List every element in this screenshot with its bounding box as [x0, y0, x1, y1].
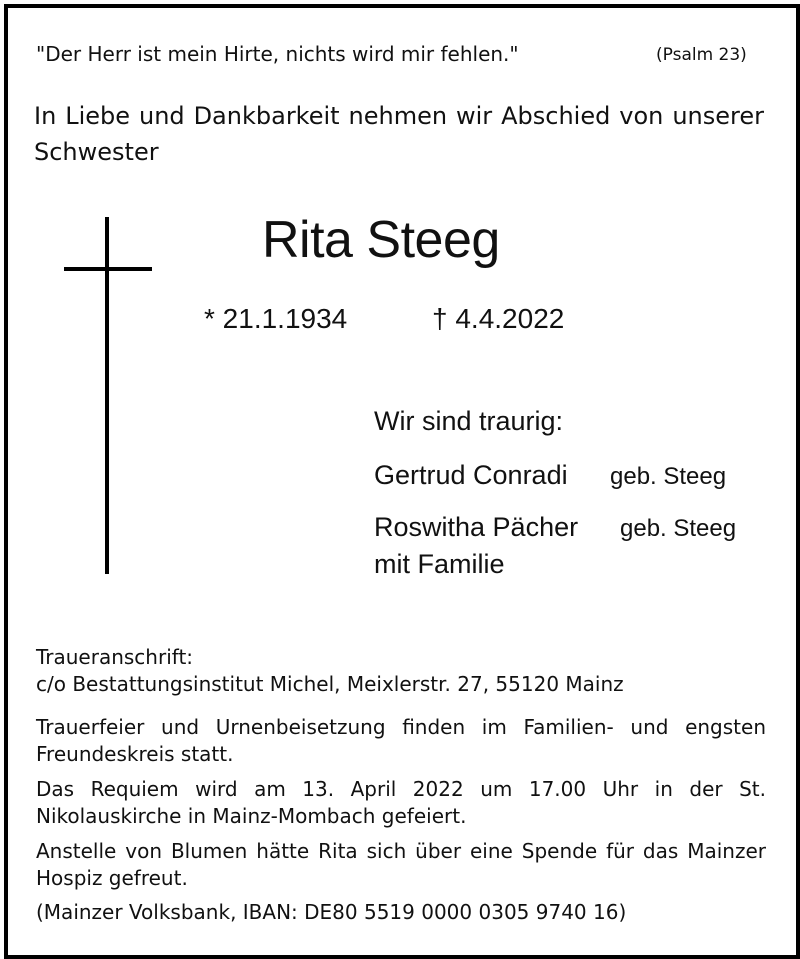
- death-date: † 4.4.2022: [432, 303, 565, 334]
- mourner-maiden-name: geb. Steeg: [610, 463, 727, 490]
- quote-source: (Psalm 23): [656, 45, 747, 65]
- intro-text: In Liebe und Dankbarkeit nehmen wir Abschied von unserer Schwester: [34, 102, 764, 166]
- mourning-address: c/o Bestattungsinstitut Michel, Meixlerstr. 27, 55120 Mainz: [36, 672, 624, 696]
- donation-paragraph: Anstelle von Blumen hätte Rita sich über eine Spende für das Mainzer Hospiz gefreut.: [36, 839, 766, 890]
- ceremony-paragraph: Trauerfeier und Urnenbeisetzung finden im Familien- und engsten Freundeskreis statt.: [36, 715, 766, 766]
- mourner-name: Gertrud Conradi: [374, 460, 568, 490]
- mourner-maiden-name: geb. Steeg: [620, 515, 737, 542]
- mourner-family: mit Familie: [374, 549, 505, 579]
- birth-date: * 21.1.1934: [204, 303, 348, 334]
- bank-details: (Mainzer Volksbank, IBAN: DE80 5519 0000 0305 9740 16): [36, 900, 627, 924]
- deceased-name: Rita Steeg: [262, 211, 500, 269]
- requiem-paragraph: Das Requiem wird am 13. April 2022 um 17.00 Uhr in der St. Nikolauskirche in Mainz-Mombach gefeiert.: [36, 777, 766, 828]
- cross-icon-bar: [64, 267, 152, 271]
- mourner-name: Roswitha Pächer: [374, 512, 579, 542]
- address-label: Traueranschrift:: [36, 645, 194, 669]
- mourners-heading: Wir sind traurig:: [374, 406, 564, 436]
- psalm-quote: "Der Herr ist mein Hirte, nichts wird mir fehlen.": [36, 42, 519, 66]
